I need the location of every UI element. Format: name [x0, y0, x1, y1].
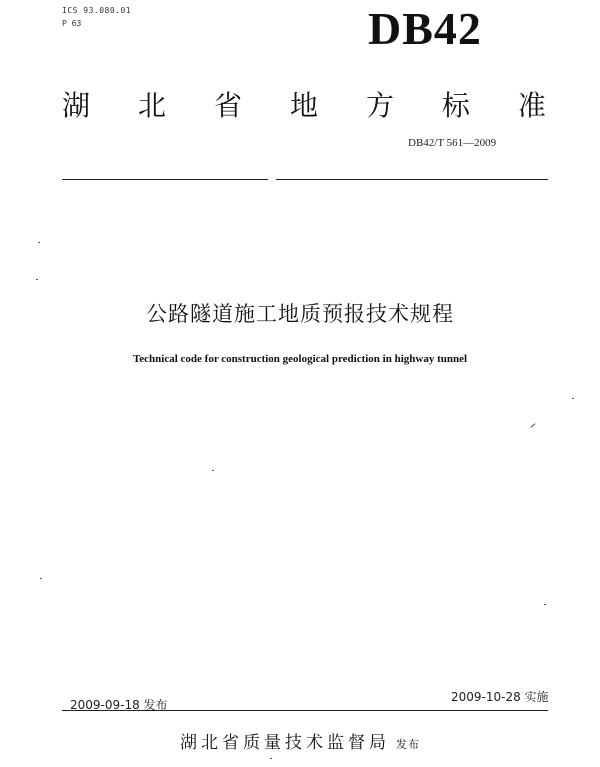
scan-speck: [270, 758, 272, 759]
bottom-divider: [62, 710, 548, 711]
db-logo: DB42: [368, 3, 482, 54]
standard-category-char: 省: [213, 89, 242, 122]
top-divider-gap: [268, 176, 276, 182]
scan-speck: [530, 423, 535, 428]
standard-category-char: 北: [137, 89, 166, 122]
scan-speck: [212, 470, 214, 471]
scan-speck: [36, 279, 38, 280]
scan-speck: [572, 398, 574, 399]
scan-speck: [40, 578, 42, 579]
standard-category-char: 地: [289, 89, 318, 122]
document-title-chinese: 公路隧道施工地质预报技术规程: [146, 302, 454, 326]
standard-category-char: 湖: [62, 89, 91, 122]
scan-speck: [38, 242, 40, 243]
publisher-suffix: 发布: [396, 738, 420, 751]
top-divider: [62, 179, 548, 180]
ccs-code: P 63: [62, 19, 82, 28]
standard-number: DB42/T 561—2009: [408, 137, 497, 149]
publisher: [0, 728, 600, 753]
issue-date: 2009-09-18 发布: [70, 698, 168, 712]
publisher-name: 湖北省质量技术监督局: [180, 733, 390, 753]
ics-code: ICS 93.080.01: [62, 6, 132, 15]
standard-category-char: 标: [441, 89, 470, 122]
standard-category: [62, 84, 546, 124]
implementation-date: 2009-10-28 实施: [451, 690, 549, 704]
document-title-english: Technical code for construction geological prediction in highway tunnel: [132, 353, 468, 365]
standard-category-char: 准: [517, 89, 546, 122]
standard-category-char: 方: [365, 89, 394, 122]
scan-speck: [544, 604, 546, 605]
